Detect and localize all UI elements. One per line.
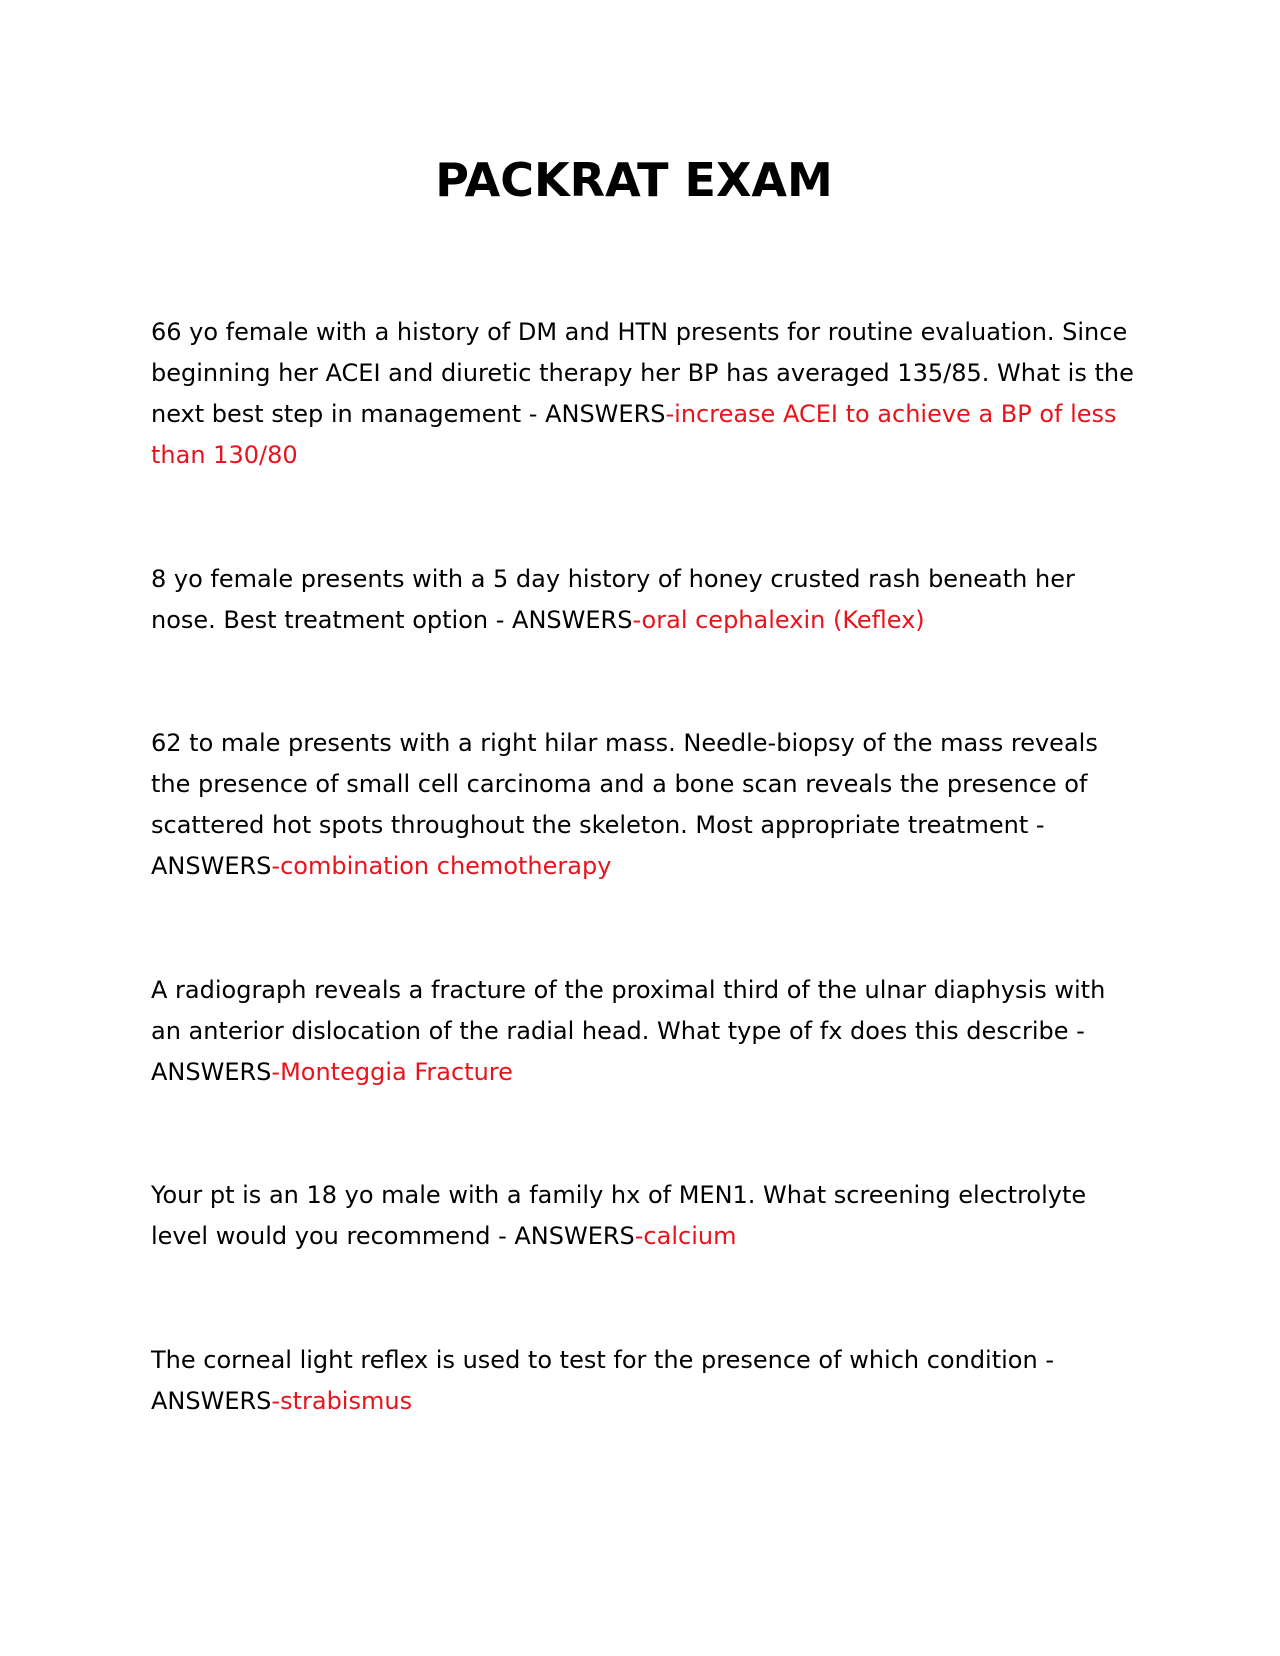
question-text: A radiograph reveals a fracture of the proximal third of the ulnar diaphysis with an anterior dislocation of the radial head. What type of fx does this describe - ANSWERS bbox=[151, 976, 1106, 1086]
qa-item bbox=[151, 970, 1141, 1093]
qa-item bbox=[151, 312, 1141, 476]
question-text: The corneal light reflex is used to test for the presence of which condition - ANSWERS bbox=[151, 1346, 1054, 1415]
answer-text: -Monteggia Fracture bbox=[271, 1058, 513, 1086]
question-text: 8 yo female presents with a 5 day history of honey crusted rash beneath her nose. Best treatment option - ANSWERS bbox=[151, 565, 1075, 634]
answer-text: -calcium bbox=[634, 1222, 737, 1250]
answer-text: -increase ACEI to achieve a BP of less than 130/80 bbox=[151, 400, 1117, 469]
qa-item bbox=[151, 1175, 1141, 1257]
answer-text: -strabismus bbox=[271, 1387, 413, 1415]
question-text: 62 to male presents with a right hilar mass. Needle-biopsy of the mass reveals the presence of small cell carcinoma and a bone scan reveals the presence of scattered hot spots throughout the skeleton. Most appropriate treatment - ANSWERS bbox=[151, 729, 1098, 880]
page-title: PACKRAT EXAM bbox=[435, 153, 833, 207]
qa-item bbox=[151, 1340, 1141, 1422]
question-text: 66 yo female with a history of DM and HTN presents for routine evaluation. Since beginning her ACEI and diuretic therapy her BP has averaged 135/85. What is the next best step in management - ANSWERS bbox=[151, 318, 1134, 428]
qa-item bbox=[151, 723, 1141, 887]
qa-item bbox=[151, 559, 1141, 641]
answer-text: -oral cephalexin (Keflex) bbox=[632, 606, 925, 634]
answer-text: -combination chemotherapy bbox=[271, 852, 612, 880]
question-text: Your pt is an 18 yo male with a family hx of MEN1. What screening electrolyte level would you recommend - ANSWERS bbox=[151, 1181, 1087, 1250]
